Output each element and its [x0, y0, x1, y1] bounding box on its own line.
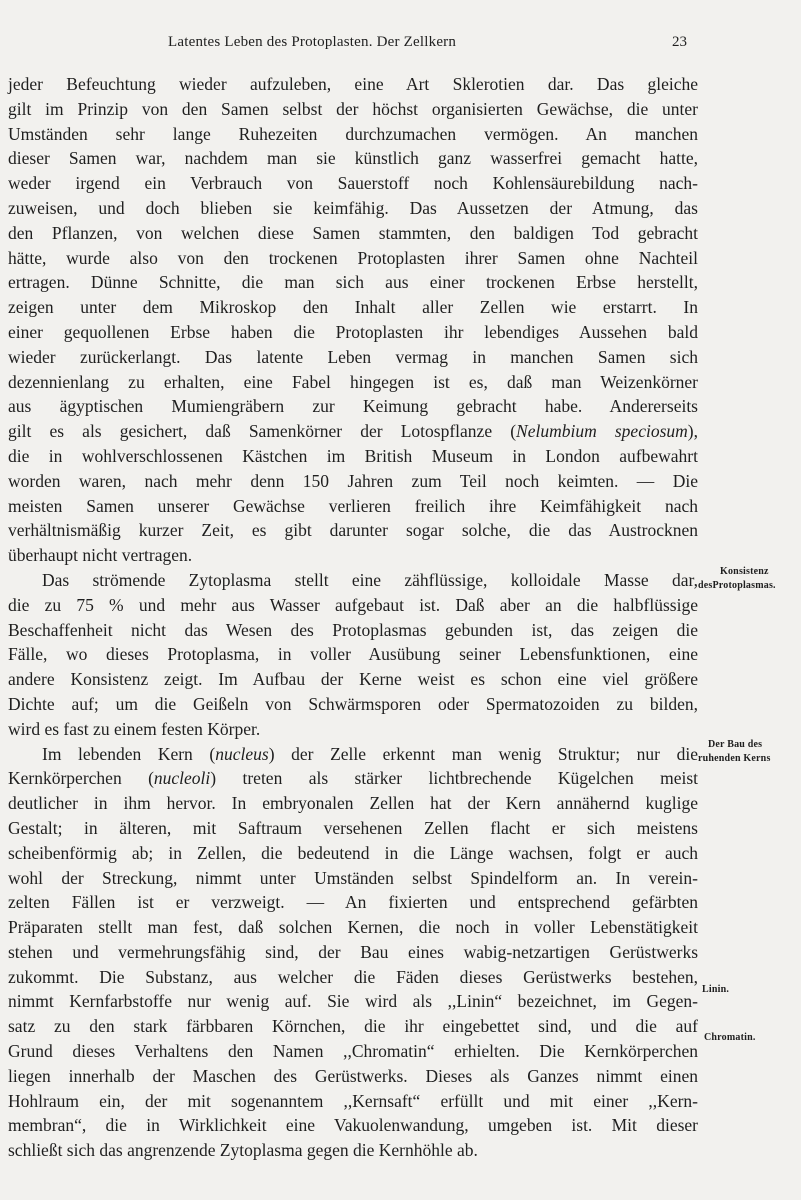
text-line: den Pflanzen, von welchen diese Samen stammten, den baldigen Tod gebracht	[8, 222, 698, 243]
text-line: Kernkörperchen (nucleoli) treten als stärker lichtbrechende Kügelchen meist	[8, 768, 698, 789]
text-line: nimmt Kernfarbstoffe nur wenig auf. Sie wird als ,,Linin“ bezeichnet, im Gegen-	[8, 991, 698, 1012]
page-number: 23	[672, 34, 687, 50]
text-line: die in wohlverschlossenen Kästchen im British Museum in London aufbewahrt	[8, 445, 698, 466]
text-line: weder irgend ein Verbrauch von Sauerstoff noch Kohlensäurebildung nach-	[8, 173, 698, 194]
text-line: meisten Samen unserer Gewächse verlieren freilich ihre Keimfähigkeit nach	[8, 495, 698, 516]
text-line: gilt im Prinzip von den Samen selbst der höchst organisierten Gewächse, die unter	[8, 98, 698, 119]
text-line: membran“, die in Wirklichkeit eine Vakuolenwandung, umgeben ist. Mit dieser	[8, 1115, 698, 1136]
text-line: zuweisen, und doch blieben sie keimfähig. Das Aussetzen der Atmung, das	[8, 197, 698, 218]
text-line: überhaupt nicht vertragen.	[8, 545, 193, 566]
latin-term: nucleus	[215, 743, 269, 764]
margin-note-konsistenz: Konsistenz	[720, 566, 769, 577]
text-line: wohl der Streckung, nimmt unter Umständen selbst Spindelform an. In verein-	[8, 867, 698, 888]
text-line: schließt sich das angrenzende Zytoplasma gegen die Kernhöhle ab.	[8, 1140, 478, 1161]
text-line: deutlicher in ihm hervor. In embryonalen Zellen hat der Kern annähernd kuglige	[8, 793, 698, 814]
body-text	[8, 72, 698, 1163]
text-line: Fälle, wo dieses Protoplasma, in voller Ausübung seiner Lebensfunktionen, eine	[8, 644, 698, 665]
text-line: dieser Samen war, nachdem man sie künstlich ganz wasserfrei gemacht hatte,	[8, 148, 698, 169]
text-line: zelten Fällen ist er verzweigt. — An fixierten und entsprechend gefärbten	[8, 892, 698, 913]
margin-note-bau-des: Der Bau des	[708, 739, 763, 750]
latin-term: nucleoli	[153, 768, 211, 789]
text-line: aus ägyptischen Mumiengräbern zur Keimung gebracht habe. Andererseits	[8, 396, 698, 417]
text-line: ertragen. Dünne Schnitte, die man sich aus einer trockenen Erbse herstellt,	[8, 272, 698, 293]
latin-term: Nelumbium speciosum	[516, 421, 688, 442]
marginal-notes	[698, 0, 801, 1200]
text-line: wird es fast zu einem festen Körper.	[8, 718, 261, 739]
text-line: Umständen sehr lange Ruhezeiten durchzumachen vermögen. An manchen	[8, 123, 698, 144]
text-line: einer gequollenen Erbse haben die Protoplasten ihr lebendiges Aussehen bald	[8, 321, 698, 342]
text-line: Hohlraum ein, der mit sogenanntem ,,Kernsaft“ erfüllt und mit einer ,,Kern-	[8, 1090, 698, 1111]
text-line: Dichte auf; um die Geißeln von Schwärmsporen oder Spermatozoiden zu bilden,	[8, 693, 698, 714]
margin-note-ruhenden-kerns: ruhenden Kerns	[698, 753, 771, 764]
text-line: die zu 75 % und mehr aus Wasser aufgebaut ist. Daß aber an die halbflüssige	[8, 594, 698, 615]
text-line: Präparaten stellt man fest, daß solchen Kernen, die noch in voller Lebenstätigkeit	[8, 917, 698, 938]
text-line: andere Konsistenz zeigt. Im Aufbau der Kerne weist es schon eine viel größere	[8, 669, 698, 690]
header-title: Latentes Leben des Protoplasten. Der Zellkern	[168, 34, 457, 50]
text-line: jeder Befeuchtung wieder aufzuleben, eine Art Sklerotien dar. Das gleiche	[8, 74, 698, 94]
text-line: verhältnismäßig kurzer Zeit, es gibt darunter sogar solche, die das Austrocknen	[8, 520, 698, 541]
text-line: hätte, wurde also von den trockenen Protoplasten ihrer Samen ohne Nachteil	[8, 247, 698, 268]
text-line: liegen innerhalb der Maschen des Gerüstwerks. Dieses als Ganzes nimmt einen	[8, 1065, 698, 1086]
text-line-with-latin-name: gilt es als gesichert, daß Samenkörner der Lotospflanze (Nelumbium speciosum),	[8, 421, 698, 442]
margin-note-protoplasmas: desProtoplasmas.	[698, 580, 776, 591]
paragraph-start: Im lebenden Kern (nucleus) der Zelle erkennt man wenig Struktur; nur die	[42, 743, 698, 764]
text-line: worden waren, nach mehr denn 150 Jahren zum Teil noch keimten. — Die	[8, 470, 698, 491]
text-line: stehen und vermehrungsfähig sind, der Bau eines wabig-netzartigen Gerüstwerks	[8, 941, 698, 962]
text-line: Grund dieses Verhaltens den Namen ,,Chromatin“ erhielten. Die Kernkörperchen	[8, 1041, 698, 1062]
text-line: Beschaffenheit nicht das Wesen des Protoplasmas gebunden ist, das zeigen die	[8, 619, 698, 640]
paragraph-start: Das strömende Zytoplasma stellt eine zähflüssige, kolloidale Masse dar,	[42, 569, 698, 590]
text-line: wieder zurückerlangt. Das latente Leben vermag in manchen Samen sich	[8, 346, 698, 367]
text-line: Gestalt; in älteren, mit Saftraum versehenen Zellen flacht er sich meistens	[8, 817, 698, 838]
margin-note-chromatin: Chromatin.	[704, 1032, 756, 1043]
margin-note-linin: Linin.	[702, 984, 730, 995]
text-line: dezennienlang zu erhalten, eine Fabel hingegen ist es, daß man Weizenkörner	[8, 371, 698, 392]
text-line: scheibenförmig ab; in Zellen, die bedeutend in die Länge wachsen, folgt er auch	[8, 842, 698, 863]
text-line: zeigen unter dem Mikroskop den Inhalt aller Zellen wie erstarrt. In	[8, 297, 698, 318]
text-line: zukommt. Die Substanz, aus welcher die Fäden dieses Gerüstwerks bestehen,	[8, 966, 698, 987]
text-line: satz zu den stark färbbaren Körnchen, die ihr eingebettet sind, und die auf	[8, 1016, 698, 1037]
running-header	[0, 34, 801, 58]
